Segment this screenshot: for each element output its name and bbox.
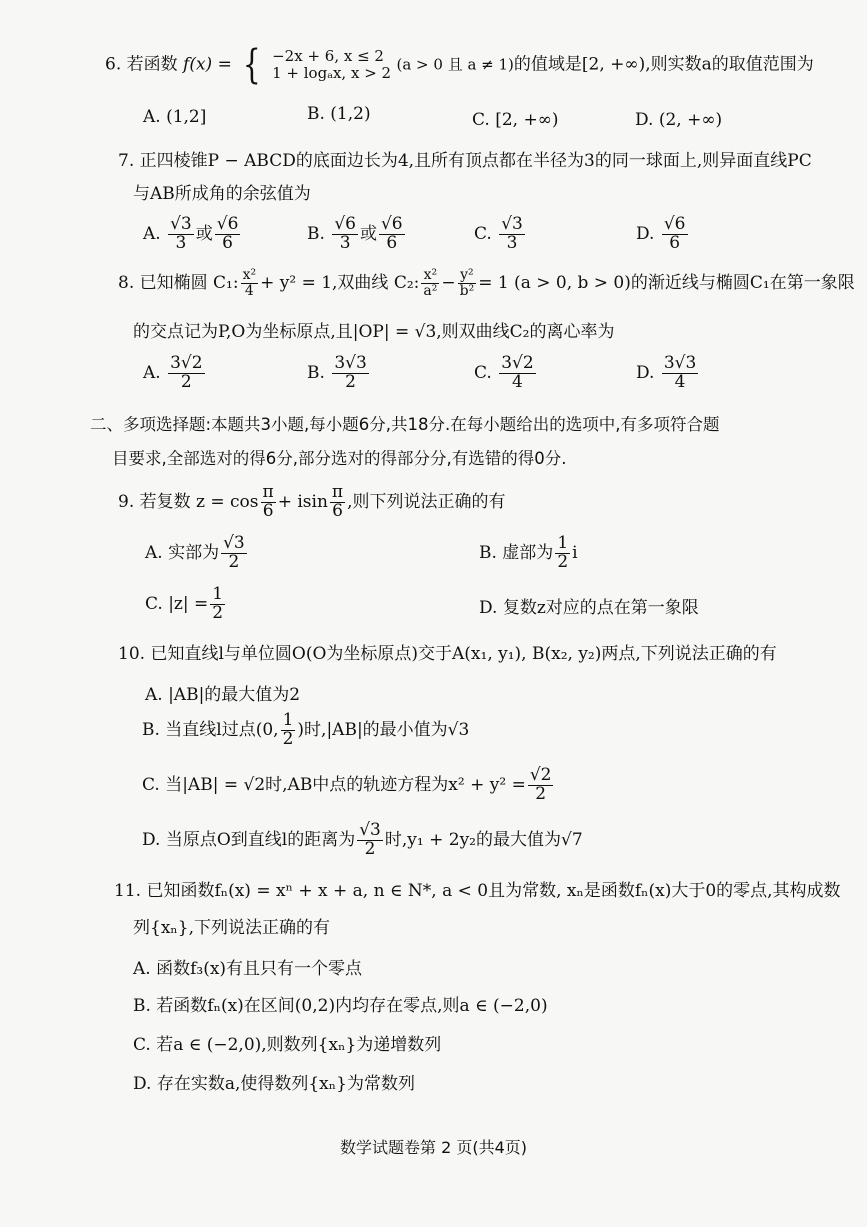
q9-a-num: √3	[223, 533, 245, 553]
q11-line-2: 列{xₙ},下列说法正确的有	[133, 918, 330, 938]
q7-a-num1: √3	[170, 214, 192, 234]
q7-d-label: D.	[636, 223, 655, 244]
q8-ellipse-den: 4	[244, 283, 254, 299]
q8-c-den: 4	[512, 371, 523, 392]
q8-part-3: = 1 (a > 0, b > 0)的渐近线与椭圆C₁在第一象限	[478, 273, 855, 293]
q8-ellipse-num: x²	[242, 267, 257, 284]
q9-c-num: 1	[212, 584, 224, 604]
q11-option-b: B. 若函数fₙ(x)在区间(0,2)内均存在零点,则a ∈ (−2,0)	[133, 996, 548, 1016]
q7-a-den2: 6	[222, 232, 233, 253]
q11-line-1: 11. 已知函数fₙ(x) = xⁿ + x + a, n ∈ N*, a < 0且为常数, xₙ是函数fₙ(x)大于0的零点,其构成数	[114, 881, 841, 901]
q8-line-1	[118, 268, 855, 299]
q8-part-1: 8. 已知椭圆 C₁:	[118, 273, 239, 293]
q7-b-num1: √6	[334, 214, 356, 234]
q7-a-frac2	[215, 216, 241, 253]
q8-d-frac	[662, 355, 698, 392]
q9-c-den: 2	[212, 602, 224, 623]
q6-option-c: C. [2, +∞)	[472, 110, 559, 130]
q11-option-a: A. 函数f₃(x)有且只有一个零点	[133, 959, 363, 979]
q8-b-frac	[332, 355, 368, 392]
q9-a-den: 2	[228, 551, 240, 572]
q8-line-2: 的交点记为P,O为坐标原点,且|OP| = √3,则双曲线C₂的离心率为	[133, 322, 615, 342]
q7-d-num: √6	[663, 214, 686, 234]
q7-b-frac2	[379, 216, 405, 253]
q7-line-2: 与AB所成角的余弦值为	[133, 184, 311, 204]
q8-option-c	[474, 355, 538, 392]
q8-d-num: 3√3	[663, 353, 697, 373]
q6-number: 6.	[105, 54, 122, 75]
q10-d-den: 2	[364, 838, 376, 859]
q8-b-label: B.	[307, 362, 325, 383]
page-footer: 数学试题卷第 2 页(共4页)	[340, 1138, 528, 1157]
q8-d-label: D.	[636, 362, 655, 383]
q9-frac-2-num: π	[331, 482, 344, 502]
q8-c-label: C.	[474, 362, 492, 383]
q6-option-b: B. (1,2)	[307, 104, 371, 124]
q6-case-1: −2x + 6, x ≤ 2	[272, 46, 384, 65]
q8-b-den: 2	[345, 371, 356, 392]
q6-option-d: D. (2, +∞)	[635, 110, 723, 130]
q9-option-c	[145, 586, 227, 623]
q8-ellipse-frac	[241, 268, 259, 298]
q9-c-frac	[210, 586, 225, 623]
q9-option-b	[479, 535, 578, 572]
q7-c-label: C.	[474, 223, 492, 244]
q7-b-label: B.	[307, 223, 325, 244]
section-2-heading-line-1: 二、多项选择题:本题共3小题,每小题6分,共18分.在每小题给出的选项中,有多项符合题	[90, 415, 720, 434]
q8-option-d	[636, 355, 700, 392]
q10-b-pre: B. 当直线l过点(0,	[142, 719, 279, 740]
q10-stem: 10. 已知直线l与单位圆O(O为坐标原点)交于A(x₁, y₁), B(x₂, y₂)两点,下列说法正确的有	[118, 644, 777, 664]
q9-frac-2-den: 6	[332, 500, 343, 521]
q10-d-pre: D. 当原点O到直线l的距离为	[142, 829, 356, 850]
q9-a-text: A. 实部为	[145, 542, 220, 563]
q11-option-c: C. 若a ∈ (−2,0),则数列{xₙ}为递增数列	[133, 1035, 442, 1055]
q9-part-1: 9. 若复数 z = cos	[118, 491, 259, 512]
q10-d-frac	[357, 822, 383, 859]
q8-hyp-den-1: a²	[423, 283, 438, 299]
q9-part-3: ,则下列说法正确的有	[347, 491, 506, 512]
q7-b-frac1	[332, 216, 358, 253]
q6-func: f(x) =	[183, 54, 232, 75]
q10-option-a: A. |AB|的最大值为2	[145, 685, 301, 705]
q10-b-frac	[281, 712, 296, 749]
q10-option-c	[142, 767, 555, 804]
q9-frac-1	[261, 484, 276, 521]
q9-b-den: 2	[557, 551, 569, 572]
q11-option-d: D. 存在实数a,使得数列{xₙ}为常数列	[133, 1074, 415, 1094]
q10-d-post: 时,y₁ + 2y₂的最大值为√7	[384, 829, 583, 850]
q7-c-den: 3	[506, 232, 518, 253]
q7-b-den1: 3	[339, 232, 351, 253]
q9-b-num: 1	[557, 533, 569, 553]
q9-stem	[118, 484, 506, 521]
q7-line-1: 7. 正四棱锥P − ABCD的底面边长为4,且所有顶点都在半径为3的同一球面上,则异面直线PC	[118, 151, 812, 171]
q6-stem-pre: 若函数	[126, 54, 178, 75]
q10-option-d	[142, 822, 583, 859]
q7-a-frac1	[168, 216, 194, 253]
q8-hyp-num-2: y²	[458, 268, 477, 284]
q8-hyp-num-1: x²	[421, 268, 439, 284]
q8-hyp-den-2: b²	[459, 283, 475, 299]
q7-c-frac	[499, 216, 525, 253]
q9-part-2: + isin	[277, 491, 328, 512]
q8-a-num: 3√2	[170, 353, 203, 373]
q9-b-frac	[555, 535, 570, 572]
q7-a-or: 或	[195, 223, 213, 244]
q10-d-num: √3	[359, 820, 381, 840]
q7-d-frac	[662, 216, 688, 253]
q7-a-num2: √6	[216, 214, 239, 234]
q6-option-a: A. (1,2]	[143, 107, 207, 127]
q6-stem-post: 的值域是[2, +∞),则实数a的取值范围为	[513, 54, 814, 75]
q7-b-or: 或	[359, 223, 377, 244]
section-2-heading-line-2: 目要求,全部选对的得6分,部分选对的得部分分,有选错的得0分.	[112, 449, 567, 468]
q8-a-label: A.	[143, 362, 161, 383]
q8-b-num: 3√3	[334, 353, 367, 373]
q6-cases	[272, 48, 391, 83]
q8-a-frac	[168, 355, 204, 392]
q6-case-2: 1 + logₐx, x > 2	[272, 64, 392, 82]
q7-c-num: √3	[501, 214, 523, 234]
q8-a-den: 2	[180, 371, 192, 392]
q10-b-num: 1	[282, 710, 294, 730]
q8-c-frac	[499, 355, 535, 392]
q8-hyp-frac-1	[421, 268, 439, 298]
q9-frac-1-num: π	[262, 482, 274, 502]
q7-d-den: 6	[669, 232, 681, 253]
q7-a-den1: 3	[175, 232, 187, 253]
q8-minus: −	[441, 273, 456, 293]
q8-option-b	[307, 355, 371, 392]
q9-option-a	[145, 535, 249, 572]
q9-frac-2	[330, 484, 345, 521]
q10-c-den: 2	[535, 783, 547, 804]
q10-b-den: 2	[282, 728, 294, 749]
q7-b-num2: √6	[380, 214, 403, 234]
q7-option-d	[636, 216, 690, 253]
q9-c-text: C. |z| =	[145, 593, 209, 614]
q8-option-a	[143, 355, 207, 392]
q7-a-label: A.	[143, 223, 161, 244]
q7-option-b	[307, 216, 407, 253]
q8-d-den: 4	[674, 371, 686, 392]
q9-frac-1-den: 6	[262, 500, 274, 521]
q7-b-den2: 6	[386, 232, 398, 253]
q9-a-frac	[221, 535, 247, 572]
q8-part-2: + y² = 1,双曲线 C₂:	[260, 273, 420, 293]
q7-option-c	[474, 216, 527, 253]
q8-hyp-frac-2	[458, 268, 477, 298]
q10-b-post: )时,|AB|的最小值为√3	[297, 719, 470, 740]
q6-condition: (a > 0 且 a ≠ 1)	[396, 55, 514, 74]
q6-brace: {	[243, 42, 261, 88]
q10-c-frac	[528, 767, 554, 804]
q10-c-pre: C. 当|AB| = √2时,AB中点的轨迹方程为x² + y² =	[142, 774, 526, 795]
question-6	[105, 42, 814, 88]
q10-option-b	[142, 712, 469, 749]
q10-c-num: √2	[529, 765, 552, 785]
q9-b-text: B. 虚部为	[479, 542, 554, 563]
q8-c-num: 3√2	[501, 353, 534, 373]
q7-option-a	[143, 216, 242, 253]
q9-option-d: D. 复数z对应的点在第一象限	[479, 598, 699, 618]
q9-b-suffix: i	[572, 542, 578, 563]
